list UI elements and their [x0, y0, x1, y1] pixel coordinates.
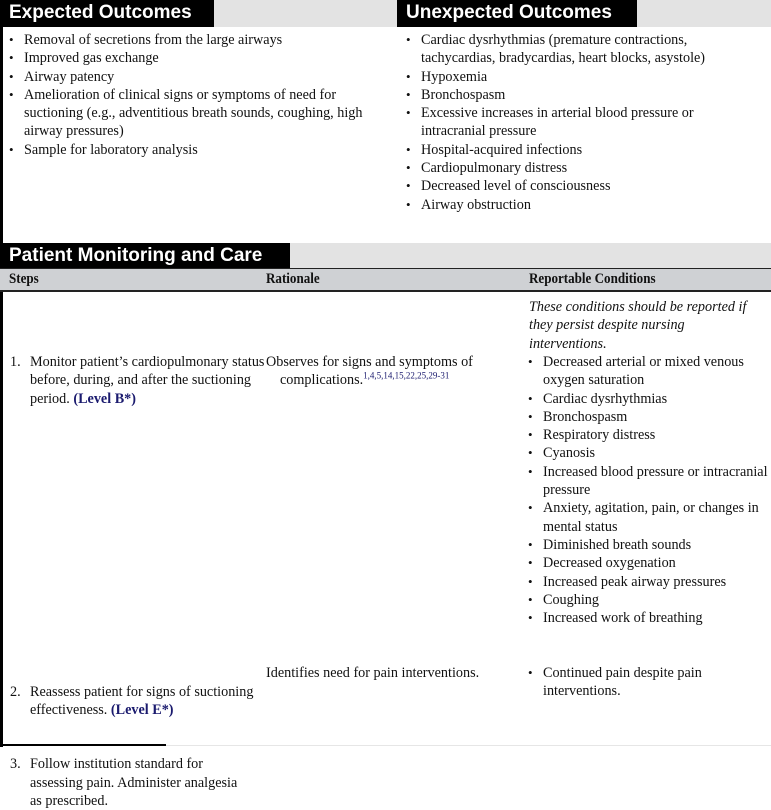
- list-item: • Cyanosis: [528, 444, 768, 462]
- table-bottom-rule-light: [166, 745, 771, 746]
- list-item: • Removal of secretions from the large airways: [9, 31, 379, 49]
- rationale-text: Observes for signs and symptoms of complications.: [266, 354, 473, 389]
- step-1: [10, 353, 270, 408]
- rationale-3: Identifies need for pain interventions.: [266, 665, 480, 681]
- column-header-rationale: Rationale: [266, 271, 320, 287]
- unexpected-outcomes-list: [406, 31, 756, 214]
- list-item: • Cardiac dysrhythmias (premature contractions, tachycardias, bradycardias, heart blocks, asystole): [406, 31, 756, 68]
- list-item: • Excessive increases in arterial blood pressure or intracranial pressure: [406, 104, 756, 141]
- reference-numbers: 1,4,5,14,15,22,25,29-31: [363, 370, 450, 381]
- list-item: • Hospital-acquired infections: [406, 141, 756, 159]
- table-header: [0, 268, 771, 292]
- list-item: • Bronchospasm: [528, 408, 768, 426]
- list-item: • Continued pain despite pain interventions.: [528, 664, 728, 701]
- step-number: 1.: [10, 354, 21, 370]
- reportable-conditions-1: [528, 353, 768, 627]
- list-item: • Airway patency: [9, 68, 379, 86]
- list-item: • Diminished breath sounds: [528, 536, 768, 554]
- column-header-steps: Steps: [9, 271, 39, 287]
- list-item: • Anxiety, agitation, pain, or changes in mental status: [528, 499, 768, 536]
- rationale-1: [266, 353, 525, 390]
- list-item: • Increased peak airway pressures: [528, 573, 768, 591]
- list-item: • Increased work of breathing: [528, 609, 768, 627]
- list-item: • Bronchospasm: [406, 86, 756, 104]
- step-text: Follow institution standard for assessing pain. Administer analgesia as prescribed.: [30, 756, 238, 810]
- step-text: Reassess patient for signs of suctioning effectiveness.: [30, 683, 254, 719]
- step-number: 2.: [10, 683, 21, 700]
- expected-outcomes-list: [9, 31, 379, 159]
- list-item: • Decreased oxygenation: [528, 554, 768, 572]
- list-item: • Airway obstruction: [406, 196, 756, 214]
- list-item: • Respiratory distress: [528, 426, 768, 444]
- list-item: • Improved gas exchange: [9, 49, 379, 67]
- list-item: • Coughing: [528, 591, 768, 609]
- evidence-level: (Level E*): [110, 702, 174, 719]
- table-bottom-rule: [0, 744, 166, 746]
- reportable-intro: These conditions should be reported if they persist despite nursing interventions.: [529, 299, 747, 352]
- step-2: [10, 683, 260, 720]
- list-item: • Amelioration of clinical signs or symptoms of need for suctioning (e.g., adventitious breath sounds, coughing, high airway pressures): [9, 86, 379, 141]
- list-item: • Increased blood pressure or intracranial pressure: [528, 463, 768, 500]
- list-item: • Hypoxemia: [406, 68, 756, 86]
- list-item: • Sample for laboratory analysis: [9, 141, 379, 159]
- step-3: [10, 755, 245, 810]
- step-number: 3.: [10, 756, 21, 773]
- column-header-reportable: Reportable Conditions: [529, 271, 656, 287]
- list-item: • Cardiopulmonary distress: [406, 159, 756, 177]
- section-left-border: [0, 0, 3, 243]
- expected-outcomes-title: Expected Outcomes: [0, 0, 214, 27]
- evidence-level: (Level B*): [73, 390, 136, 407]
- step-text: Monitor patient’s cardiopulmonary status before, during, and after the suctioning period.: [30, 354, 265, 407]
- list-item: • Decreased arterial or mixed venous oxygen saturation: [528, 353, 768, 390]
- list-item: • Decreased level of consciousness: [406, 177, 756, 195]
- table-left-border: [0, 292, 3, 747]
- unexpected-outcomes-title: Unexpected Outcomes: [397, 0, 637, 27]
- reportable-conditions-3: [528, 664, 728, 701]
- list-item: • Cardiac dysrhythmias: [528, 390, 768, 408]
- monitoring-title: Patient Monitoring and Care: [0, 243, 290, 269]
